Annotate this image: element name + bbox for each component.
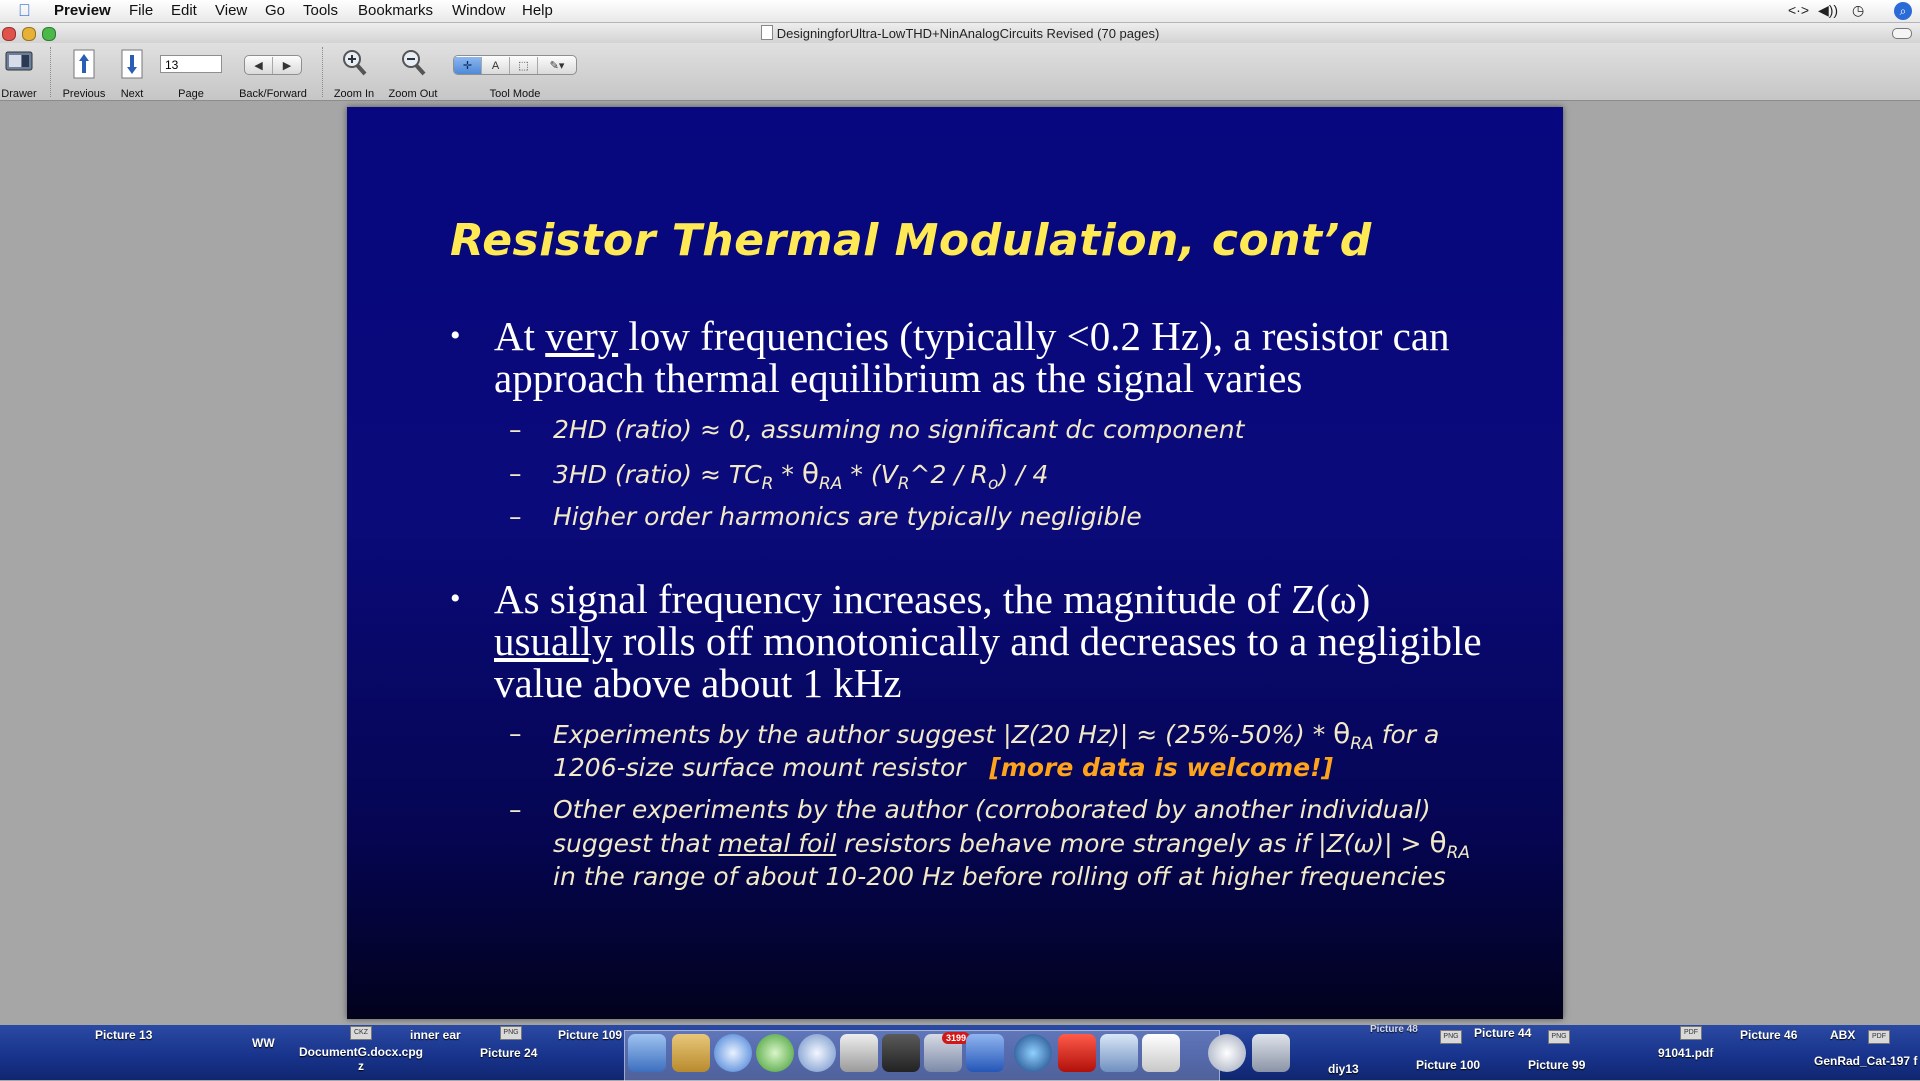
bullet-text (494, 315, 1494, 399)
globe-icon[interactable] (1014, 1034, 1052, 1072)
toolbar (0, 43, 1920, 101)
desktop-item[interactable]: inner ear (410, 1028, 461, 1042)
previous-label: Previous (62, 88, 106, 100)
drawer-button[interactable] (0, 49, 38, 100)
window-title-bar (0, 23, 1920, 43)
desktop-item[interactable]: Picture 44 (1474, 1026, 1532, 1040)
finder-icon[interactable] (628, 1034, 666, 1072)
sub-text (553, 457, 1473, 494)
desktop-item[interactable]: Picture 48 (1370, 1024, 1418, 1035)
file-thumbnail[interactable]: PNG (500, 1026, 522, 1040)
desktop-item[interactable]: diy13 (1328, 1062, 1359, 1076)
menu-window[interactable]: Window (452, 2, 506, 19)
theta-symbol: θ (1333, 717, 1351, 750)
pdf-page (347, 107, 1563, 1019)
underlined-word: metal foil (718, 829, 837, 858)
safari-icon[interactable] (714, 1034, 752, 1072)
forward-arrow-icon[interactable]: ▶ (282, 60, 292, 72)
formula-part: * (V (842, 460, 898, 489)
file-thumbnail[interactable]: PNG (1548, 1030, 1570, 1044)
menu-view[interactable]: View (215, 2, 248, 19)
desktop-item[interactable]: Picture 24 (480, 1046, 538, 1060)
back-forward-label: Back/Forward (239, 88, 307, 100)
menu-file[interactable]: File (129, 2, 154, 19)
menu-bookmarks[interactable]: Bookmarks (358, 2, 434, 19)
formula-subscript: R (761, 474, 774, 494)
drawer-icon (5, 49, 33, 73)
mail-badge: 3199 (942, 1032, 970, 1044)
sub-text (553, 717, 1473, 784)
menu-edit[interactable]: Edit (171, 2, 197, 19)
formula-part: ) / 4 (998, 460, 1049, 489)
zoom-out-icon (400, 49, 426, 77)
sub-dash: – (509, 415, 522, 444)
formula-subscript: RA (1446, 843, 1471, 863)
sub-text-part: resistors behave more strangely as if |Z(ω)| > (836, 829, 1430, 858)
sub-text: Higher order harmonics are typically negligible (553, 502, 1142, 531)
formula-part: 3HD (ratio) ≈ TC (553, 460, 762, 489)
desktop-item[interactable]: Picture 46 (1740, 1028, 1798, 1042)
preview-icon[interactable] (1100, 1034, 1138, 1072)
desktop-item[interactable]: Picture 13 (95, 1028, 153, 1042)
clock-icon[interactable]: ◷ (1852, 2, 1865, 18)
theta-symbol: θ (801, 457, 819, 490)
bullet-dot: • (450, 319, 461, 352)
more-data-welcome-note: [more data is welcome!] (989, 753, 1333, 782)
bullet-text (494, 578, 1494, 704)
zoom-out-button[interactable] (386, 49, 440, 100)
theta-symbol: θ (1429, 826, 1447, 859)
sub-text: 2HD (ratio) ≈ 0, assuming no significant dc component (553, 415, 1245, 444)
bullet-dot: • (450, 582, 461, 615)
desktop-item[interactable]: WW (252, 1036, 275, 1050)
formula-subscript: RA (818, 474, 843, 494)
server-icon[interactable] (882, 1034, 920, 1072)
file-thumbnail[interactable]: CKZ (350, 1026, 372, 1040)
sub-dash: – (509, 719, 522, 748)
menu-tools[interactable]: Tools (303, 2, 339, 19)
acrobat-icon[interactable] (1058, 1034, 1096, 1072)
slide-title: Resistor Thermal Modulation, cont’d (450, 215, 1372, 266)
tool-mode-label: Tool Mode (489, 88, 541, 100)
desktop-item[interactable]: Picture 100 (1416, 1058, 1481, 1072)
mail-stamp-icon[interactable] (672, 1034, 710, 1072)
spotlight-icon[interactable]: ⌕ (1894, 2, 1912, 20)
volume-icon[interactable]: ◀)) (1818, 2, 1839, 18)
sub-text-part: in the range of about 10-200 Hz before rolling off at higher frequencies (553, 862, 1446, 891)
file-thumbnail[interactable]: PDF (1868, 1030, 1890, 1044)
bullet-text-part: At (494, 313, 546, 359)
screen-share-icon[interactable]: <·> (1788, 2, 1810, 18)
at-sign-icon[interactable] (1208, 1034, 1246, 1072)
file-thumbnail[interactable]: PNG (1440, 1030, 1462, 1044)
desktop-item[interactable]: Picture 109 (558, 1028, 623, 1042)
bullet-text-part: rolls off monotonically and decreases to a negligible value above about 1 kHz (494, 618, 1482, 706)
sub-text-part: Experiments by the author suggest |Z(20 Hz)| ≈ (25%-50%) * (553, 720, 1334, 749)
desktop-item[interactable]: ABX (1830, 1028, 1856, 1042)
apple-menu-icon[interactable] (18, 1, 31, 21)
move-tool-icon[interactable]: ✛ (454, 57, 482, 75)
annotate-tool-icon[interactable]: ✎▾ (549, 60, 565, 72)
itunes-icon[interactable] (756, 1034, 794, 1072)
back-arrow-icon[interactable]: ◀ (245, 57, 273, 75)
formula-subscript: RA (1350, 734, 1374, 754)
next-label: Next (120, 88, 144, 100)
desktop-item[interactable]: DocumentG.docx.cpg z (298, 1045, 423, 1073)
toolbar-separator (50, 47, 52, 97)
desktop-item[interactable]: Picture 99 (1528, 1058, 1586, 1072)
sub-text (553, 793, 1473, 893)
previous-page-icon (73, 49, 95, 79)
trash-icon[interactable] (1252, 1034, 1290, 1072)
ichat-icon[interactable] (798, 1034, 836, 1072)
page-label: Page (178, 88, 204, 100)
document-icon (761, 25, 773, 40)
toolbar-toggle-button[interactable] (1892, 28, 1912, 39)
back-forward-control[interactable] (244, 55, 302, 75)
textedit-icon[interactable] (1142, 1034, 1180, 1072)
menu-help[interactable]: Help (522, 2, 553, 19)
formula-subscript: R (897, 474, 910, 494)
zoom-in-label: Zoom In (333, 88, 375, 100)
sub-text-part: for a 1206-size surface mount resistor (553, 720, 1440, 782)
window-title-text: DesigningforUltra-LowTHD+NinAnalogCircuits Revised (70 pages) (776, 26, 1160, 41)
bullet-text-part: low frequencies (typically <0.2 Hz), a resistor can approach thermal equilibrium as the signal varies (494, 313, 1450, 401)
bullet-text-part: As signal frequency increases, the magnitude of Z(ω) (494, 576, 1371, 622)
word-icon[interactable] (966, 1034, 1004, 1072)
formula-part: ^2 / R (909, 460, 989, 489)
underlined-word: usually (494, 618, 613, 664)
formula-part: * (773, 460, 802, 489)
next-page-icon (121, 49, 143, 79)
menu-bar (0, 0, 1920, 23)
underlined-word: very (545, 313, 619, 359)
desktop-item[interactable]: GenRad_Cat-197 f (1814, 1054, 1918, 1068)
tool-mode-control[interactable] (453, 55, 577, 75)
system-prefs-icon[interactable] (840, 1034, 878, 1072)
previous-button[interactable] (60, 49, 108, 100)
sub-text-part: Other experiments by the author (corroborated by another individual) suggest that (553, 795, 1431, 858)
select-tool-icon[interactable]: ⬚ (510, 57, 538, 75)
file-thumbnail[interactable]: PDF (1680, 1026, 1702, 1040)
toolbar-separator (322, 47, 324, 97)
zoom-in-icon (341, 49, 367, 77)
page-number-input[interactable]: 13 (160, 55, 222, 73)
next-button[interactable] (116, 49, 148, 100)
menu-go[interactable]: Go (265, 2, 286, 19)
sub-dash: – (509, 795, 522, 824)
formula-subscript: o (988, 474, 999, 494)
zoom-in-button[interactable] (330, 49, 378, 100)
menu-app-preview[interactable]: Preview (54, 2, 111, 19)
sub-dash: – (509, 459, 522, 488)
drawer-label: Drawer (1, 88, 37, 100)
zoom-out-label: Zoom Out (388, 88, 438, 100)
window-title (0, 25, 1920, 41)
desktop-item[interactable]: 91041.pdf (1658, 1046, 1714, 1060)
sub-dash: – (509, 502, 522, 531)
text-tool-icon[interactable]: A (482, 57, 510, 75)
